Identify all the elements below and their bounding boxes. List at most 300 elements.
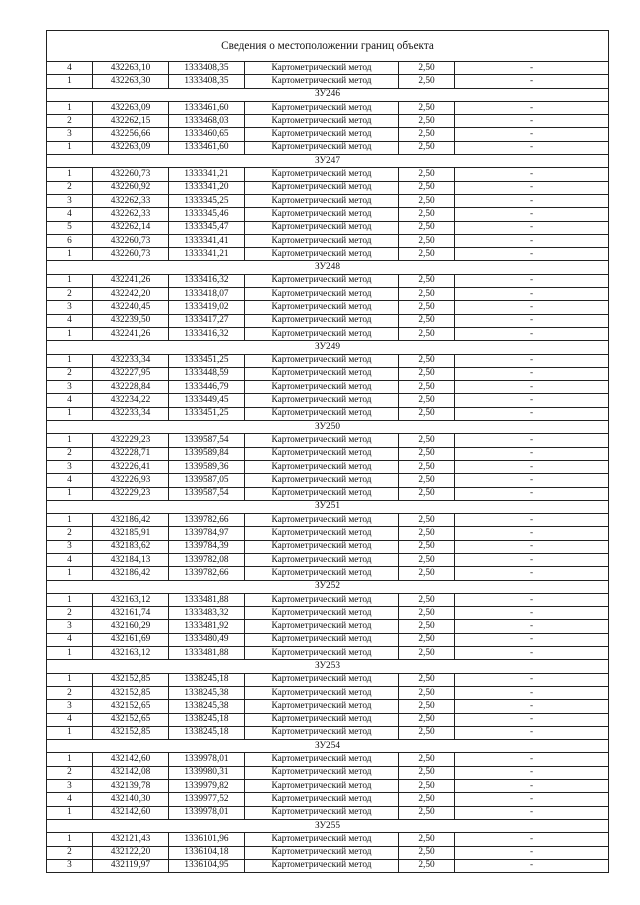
- note-cell: -: [455, 101, 609, 114]
- document-page: [46, 30, 608, 873]
- method-cell: Картометрический метод: [245, 766, 399, 779]
- accuracy-cell: 2,50: [399, 567, 455, 580]
- coord-x: 432241,26: [93, 327, 169, 340]
- note-cell: -: [455, 115, 609, 128]
- method-cell: Картометрический метод: [245, 128, 399, 141]
- coord-y: 1339587,05: [169, 474, 245, 487]
- method-cell: Картометрический метод: [245, 833, 399, 846]
- parcel-name: ЗУ246: [47, 88, 609, 101]
- note-cell: -: [455, 75, 609, 88]
- note-cell: -: [455, 766, 609, 779]
- table-row: [47, 766, 609, 779]
- note-cell: -: [455, 168, 609, 181]
- accuracy-cell: 2,50: [399, 620, 455, 633]
- table-row: [47, 75, 609, 88]
- method-cell: Картометрический метод: [245, 633, 399, 646]
- coord-y: 1333483,32: [169, 607, 245, 620]
- coord-y: 1333460,65: [169, 128, 245, 141]
- coord-x: 432119,97: [93, 859, 169, 872]
- accuracy-cell: 2,50: [399, 766, 455, 779]
- method-cell: Картометрический метод: [245, 806, 399, 819]
- coord-y: 1333419,02: [169, 301, 245, 314]
- accuracy-cell: 2,50: [399, 115, 455, 128]
- coord-y: 1339782,08: [169, 553, 245, 566]
- accuracy-cell: 2,50: [399, 793, 455, 806]
- point-number: 3: [47, 540, 93, 553]
- note-cell: -: [455, 607, 609, 620]
- coord-x: 432260,73: [93, 234, 169, 247]
- method-cell: Картометрический метод: [245, 460, 399, 473]
- note-cell: -: [455, 647, 609, 660]
- accuracy-cell: 2,50: [399, 367, 455, 380]
- accuracy-cell: 2,50: [399, 780, 455, 793]
- table-row: [47, 673, 609, 686]
- parcel-name: ЗУ249: [47, 341, 609, 354]
- accuracy-cell: 2,50: [399, 75, 455, 88]
- accuracy-cell: 2,50: [399, 141, 455, 154]
- note-cell: -: [455, 567, 609, 580]
- table-row: [47, 234, 609, 247]
- accuracy-cell: 2,50: [399, 527, 455, 540]
- accuracy-cell: 2,50: [399, 301, 455, 314]
- coord-x: 432262,15: [93, 115, 169, 128]
- coord-y: 1333341,20: [169, 181, 245, 194]
- coord-y: 1338245,18: [169, 673, 245, 686]
- point-number: 1: [47, 327, 93, 340]
- method-cell: Картометрический метод: [245, 288, 399, 301]
- coord-y: 1333341,21: [169, 248, 245, 261]
- coord-x: 432142,08: [93, 766, 169, 779]
- note-cell: -: [455, 753, 609, 766]
- point-number: 4: [47, 314, 93, 327]
- note-cell: -: [455, 487, 609, 500]
- accuracy-cell: 2,50: [399, 673, 455, 686]
- method-cell: Картометрический метод: [245, 115, 399, 128]
- table-row: [47, 567, 609, 580]
- table-row: [47, 726, 609, 739]
- accuracy-cell: 2,50: [399, 208, 455, 221]
- table-row: [47, 381, 609, 394]
- point-number: 3: [47, 301, 93, 314]
- point-number: 1: [47, 168, 93, 181]
- point-number: 4: [47, 474, 93, 487]
- point-number: 1: [47, 753, 93, 766]
- coord-x: 432183,62: [93, 540, 169, 553]
- coord-x: 432228,84: [93, 381, 169, 394]
- accuracy-cell: 2,50: [399, 394, 455, 407]
- point-number: 1: [47, 75, 93, 88]
- coord-x: 432163,12: [93, 593, 169, 606]
- point-number: 2: [47, 447, 93, 460]
- point-number: 1: [47, 567, 93, 580]
- accuracy-cell: 2,50: [399, 381, 455, 394]
- coord-x: 432233,34: [93, 407, 169, 420]
- coord-y: 1333451,25: [169, 407, 245, 420]
- method-cell: Картометрический метод: [245, 713, 399, 726]
- parcel-header-row: [47, 261, 609, 274]
- point-number: 2: [47, 288, 93, 301]
- accuracy-cell: 2,50: [399, 633, 455, 646]
- method-cell: Картометрический метод: [245, 168, 399, 181]
- coord-x: 432152,85: [93, 726, 169, 739]
- accuracy-cell: 2,50: [399, 447, 455, 460]
- accuracy-cell: 2,50: [399, 288, 455, 301]
- coord-y: 1339587,54: [169, 434, 245, 447]
- point-number: 2: [47, 367, 93, 380]
- parcel-header-row: [47, 88, 609, 101]
- coord-y: 1333341,21: [169, 168, 245, 181]
- note-cell: -: [455, 208, 609, 221]
- method-cell: Картометрический метод: [245, 753, 399, 766]
- note-cell: -: [455, 367, 609, 380]
- point-number: 1: [47, 248, 93, 261]
- coord-y: 1333418,07: [169, 288, 245, 301]
- coord-y: 1339784,39: [169, 540, 245, 553]
- coord-y: 1338245,18: [169, 713, 245, 726]
- point-number: 3: [47, 460, 93, 473]
- point-number: 3: [47, 194, 93, 207]
- table-row: [47, 434, 609, 447]
- coord-y: 1333416,32: [169, 274, 245, 287]
- coord-y: 1333341,41: [169, 234, 245, 247]
- method-cell: Картометрический метод: [245, 234, 399, 247]
- note-cell: -: [455, 327, 609, 340]
- coord-y: 1339784,97: [169, 527, 245, 540]
- point-number: 4: [47, 793, 93, 806]
- parcel-header-row: [47, 660, 609, 673]
- coord-y: 1339980,31: [169, 766, 245, 779]
- method-cell: Картометрический метод: [245, 686, 399, 699]
- accuracy-cell: 2,50: [399, 327, 455, 340]
- coord-y: 1333481,88: [169, 647, 245, 660]
- accuracy-cell: 2,50: [399, 474, 455, 487]
- method-cell: Картометрический метод: [245, 607, 399, 620]
- point-number: 1: [47, 806, 93, 819]
- coord-x: 432262,14: [93, 221, 169, 234]
- coord-x: 432186,42: [93, 514, 169, 527]
- method-cell: Картометрический метод: [245, 221, 399, 234]
- table-row: [47, 447, 609, 460]
- method-cell: Картометрический метод: [245, 859, 399, 872]
- note-cell: -: [455, 62, 609, 75]
- method-cell: Картометрический метод: [245, 846, 399, 859]
- accuracy-cell: 2,50: [399, 647, 455, 660]
- table-title: Сведения о местоположении границ объекта: [47, 31, 609, 62]
- note-cell: -: [455, 846, 609, 859]
- table-row: [47, 407, 609, 420]
- coord-y: 1333345,46: [169, 208, 245, 221]
- table-row: [47, 141, 609, 154]
- note-cell: -: [455, 593, 609, 606]
- table-row: [47, 833, 609, 846]
- point-number: 6: [47, 234, 93, 247]
- parcel-header-row: [47, 341, 609, 354]
- point-number: 1: [47, 141, 93, 154]
- table-row: [47, 194, 609, 207]
- coord-x: 432227,95: [93, 367, 169, 380]
- coord-y: 1338245,38: [169, 700, 245, 713]
- point-number: 4: [47, 553, 93, 566]
- method-cell: Картометрический метод: [245, 327, 399, 340]
- table-row: [47, 327, 609, 340]
- point-number: 2: [47, 527, 93, 540]
- coord-x: 432262,33: [93, 208, 169, 221]
- note-cell: -: [455, 553, 609, 566]
- note-cell: -: [455, 806, 609, 819]
- point-number: 3: [47, 859, 93, 872]
- accuracy-cell: 2,50: [399, 553, 455, 566]
- accuracy-cell: 2,50: [399, 407, 455, 420]
- table-row: [47, 514, 609, 527]
- accuracy-cell: 2,50: [399, 460, 455, 473]
- parcel-name: ЗУ254: [47, 740, 609, 753]
- note-cell: -: [455, 301, 609, 314]
- note-cell: -: [455, 141, 609, 154]
- coord-y: 1338245,38: [169, 686, 245, 699]
- accuracy-cell: 2,50: [399, 314, 455, 327]
- note-cell: -: [455, 633, 609, 646]
- note-cell: -: [455, 314, 609, 327]
- note-cell: -: [455, 354, 609, 367]
- method-cell: Картометрический метод: [245, 394, 399, 407]
- table-row: [47, 274, 609, 287]
- coord-x: 432263,30: [93, 75, 169, 88]
- method-cell: Картометрический метод: [245, 447, 399, 460]
- accuracy-cell: 2,50: [399, 713, 455, 726]
- point-number: 1: [47, 407, 93, 420]
- accuracy-cell: 2,50: [399, 846, 455, 859]
- coord-y: 1333481,92: [169, 620, 245, 633]
- method-cell: Картометрический метод: [245, 793, 399, 806]
- coord-y: 1339977,52: [169, 793, 245, 806]
- coord-x: 432163,12: [93, 647, 169, 660]
- parcel-header-row: [47, 740, 609, 753]
- table-row: [47, 181, 609, 194]
- coord-y: 1339979,82: [169, 780, 245, 793]
- coord-y: 1339589,84: [169, 447, 245, 460]
- method-cell: Картометрический метод: [245, 780, 399, 793]
- point-number: 2: [47, 181, 93, 194]
- parcel-name: ЗУ253: [47, 660, 609, 673]
- method-cell: Картометрический метод: [245, 208, 399, 221]
- coord-y: 1333345,25: [169, 194, 245, 207]
- note-cell: -: [455, 780, 609, 793]
- method-cell: Картометрический метод: [245, 62, 399, 75]
- coord-y: 1338245,18: [169, 726, 245, 739]
- note-cell: -: [455, 394, 609, 407]
- table-row: [47, 314, 609, 327]
- point-number: 4: [47, 394, 93, 407]
- table-row: [47, 354, 609, 367]
- note-cell: -: [455, 859, 609, 872]
- accuracy-cell: 2,50: [399, 354, 455, 367]
- coord-y: 1333451,25: [169, 354, 245, 367]
- note-cell: -: [455, 288, 609, 301]
- boundary-table: [46, 30, 609, 873]
- table-row: [47, 806, 609, 819]
- note-cell: -: [455, 460, 609, 473]
- accuracy-cell: 2,50: [399, 833, 455, 846]
- table-row: [47, 115, 609, 128]
- note-cell: -: [455, 128, 609, 141]
- note-cell: -: [455, 194, 609, 207]
- coord-y: 1333481,88: [169, 593, 245, 606]
- method-cell: Картометрический метод: [245, 726, 399, 739]
- table-row: [47, 62, 609, 75]
- coord-x: 432184,13: [93, 553, 169, 566]
- point-number: 4: [47, 62, 93, 75]
- method-cell: Картометрический метод: [245, 354, 399, 367]
- coord-y: 1333480,49: [169, 633, 245, 646]
- table-row: [47, 647, 609, 660]
- method-cell: Картометрический метод: [245, 540, 399, 553]
- parcel-header-row: [47, 421, 609, 434]
- point-number: 1: [47, 726, 93, 739]
- note-cell: -: [455, 540, 609, 553]
- table-row: [47, 593, 609, 606]
- method-cell: Картометрический метод: [245, 514, 399, 527]
- coord-y: 1339978,01: [169, 806, 245, 819]
- table-row: [47, 474, 609, 487]
- coord-y: 1333449,45: [169, 394, 245, 407]
- coord-y: 1339782,66: [169, 567, 245, 580]
- coord-x: 432142,60: [93, 753, 169, 766]
- coord-y: 1333468,03: [169, 115, 245, 128]
- accuracy-cell: 2,50: [399, 700, 455, 713]
- table-row: [47, 713, 609, 726]
- note-cell: -: [455, 833, 609, 846]
- parcel-name: ЗУ250: [47, 421, 609, 434]
- coord-x: 432186,42: [93, 567, 169, 580]
- table-row: [47, 686, 609, 699]
- coord-x: 432229,23: [93, 434, 169, 447]
- coord-y: 1339978,01: [169, 753, 245, 766]
- point-number: 3: [47, 620, 93, 633]
- coord-y: 1339587,54: [169, 487, 245, 500]
- table-row: [47, 859, 609, 872]
- table-row: [47, 553, 609, 566]
- accuracy-cell: 2,50: [399, 806, 455, 819]
- note-cell: -: [455, 434, 609, 447]
- accuracy-cell: 2,50: [399, 234, 455, 247]
- coord-x: 432260,73: [93, 248, 169, 261]
- coord-x: 432161,74: [93, 607, 169, 620]
- point-number: 2: [47, 846, 93, 859]
- note-cell: -: [455, 274, 609, 287]
- coord-y: 1333461,60: [169, 141, 245, 154]
- table-row: [47, 128, 609, 141]
- table-row: [47, 753, 609, 766]
- coord-y: 1333446,79: [169, 381, 245, 394]
- method-cell: Картометрический метод: [245, 101, 399, 114]
- method-cell: Картометрический метод: [245, 553, 399, 566]
- coord-x: 432241,26: [93, 274, 169, 287]
- coord-x: 432226,93: [93, 474, 169, 487]
- coord-x: 432152,65: [93, 700, 169, 713]
- note-cell: -: [455, 726, 609, 739]
- point-number: 3: [47, 780, 93, 793]
- table-row: [47, 540, 609, 553]
- coord-y: 1336104,18: [169, 846, 245, 859]
- method-cell: Картометрический метод: [245, 434, 399, 447]
- note-cell: -: [455, 447, 609, 460]
- method-cell: Картометрический метод: [245, 527, 399, 540]
- parcel-name: ЗУ248: [47, 261, 609, 274]
- note-cell: -: [455, 700, 609, 713]
- table-row: [47, 487, 609, 500]
- point-number: 1: [47, 833, 93, 846]
- table-row: [47, 248, 609, 261]
- table-row: [47, 301, 609, 314]
- coord-x: 432152,85: [93, 686, 169, 699]
- coord-x: 432121,43: [93, 833, 169, 846]
- coord-x: 432234,22: [93, 394, 169, 407]
- table-row: [47, 780, 609, 793]
- table-row: [47, 394, 609, 407]
- coord-x: 432152,65: [93, 713, 169, 726]
- point-number: 1: [47, 593, 93, 606]
- parcel-name: ЗУ247: [47, 155, 609, 168]
- method-cell: Картометрический метод: [245, 181, 399, 194]
- coord-x: 432233,34: [93, 354, 169, 367]
- table-row: [47, 221, 609, 234]
- coord-x: 432142,60: [93, 806, 169, 819]
- note-cell: -: [455, 620, 609, 633]
- note-cell: -: [455, 673, 609, 686]
- method-cell: Картометрический метод: [245, 381, 399, 394]
- point-number: 4: [47, 713, 93, 726]
- point-number: 1: [47, 274, 93, 287]
- coord-x: 432140,30: [93, 793, 169, 806]
- point-number: 1: [47, 434, 93, 447]
- coord-y: 1333345,47: [169, 221, 245, 234]
- point-number: 1: [47, 514, 93, 527]
- coord-x: 432256,66: [93, 128, 169, 141]
- method-cell: Картометрический метод: [245, 301, 399, 314]
- point-number: 1: [47, 647, 93, 660]
- coord-y: 1339589,36: [169, 460, 245, 473]
- table-row: [47, 288, 609, 301]
- accuracy-cell: 2,50: [399, 540, 455, 553]
- accuracy-cell: 2,50: [399, 221, 455, 234]
- parcel-header-row: [47, 819, 609, 832]
- method-cell: Картометрический метод: [245, 567, 399, 580]
- method-cell: Картометрический метод: [245, 407, 399, 420]
- note-cell: -: [455, 234, 609, 247]
- parcel-header-row: [47, 155, 609, 168]
- parcel-header-row: [47, 500, 609, 513]
- accuracy-cell: 2,50: [399, 726, 455, 739]
- note-cell: -: [455, 793, 609, 806]
- note-cell: -: [455, 686, 609, 699]
- point-number: 1: [47, 354, 93, 367]
- method-cell: Картометрический метод: [245, 593, 399, 606]
- method-cell: Картометрический метод: [245, 248, 399, 261]
- point-number: 1: [47, 673, 93, 686]
- note-cell: -: [455, 407, 609, 420]
- table-title-row: [47, 31, 609, 62]
- point-number: 4: [47, 633, 93, 646]
- table-row: [47, 168, 609, 181]
- method-cell: Картометрический метод: [245, 474, 399, 487]
- note-cell: -: [455, 248, 609, 261]
- table-row: [47, 527, 609, 540]
- note-cell: -: [455, 474, 609, 487]
- coord-x: 432263,09: [93, 101, 169, 114]
- point-number: 1: [47, 487, 93, 500]
- point-number: 2: [47, 115, 93, 128]
- note-cell: -: [455, 221, 609, 234]
